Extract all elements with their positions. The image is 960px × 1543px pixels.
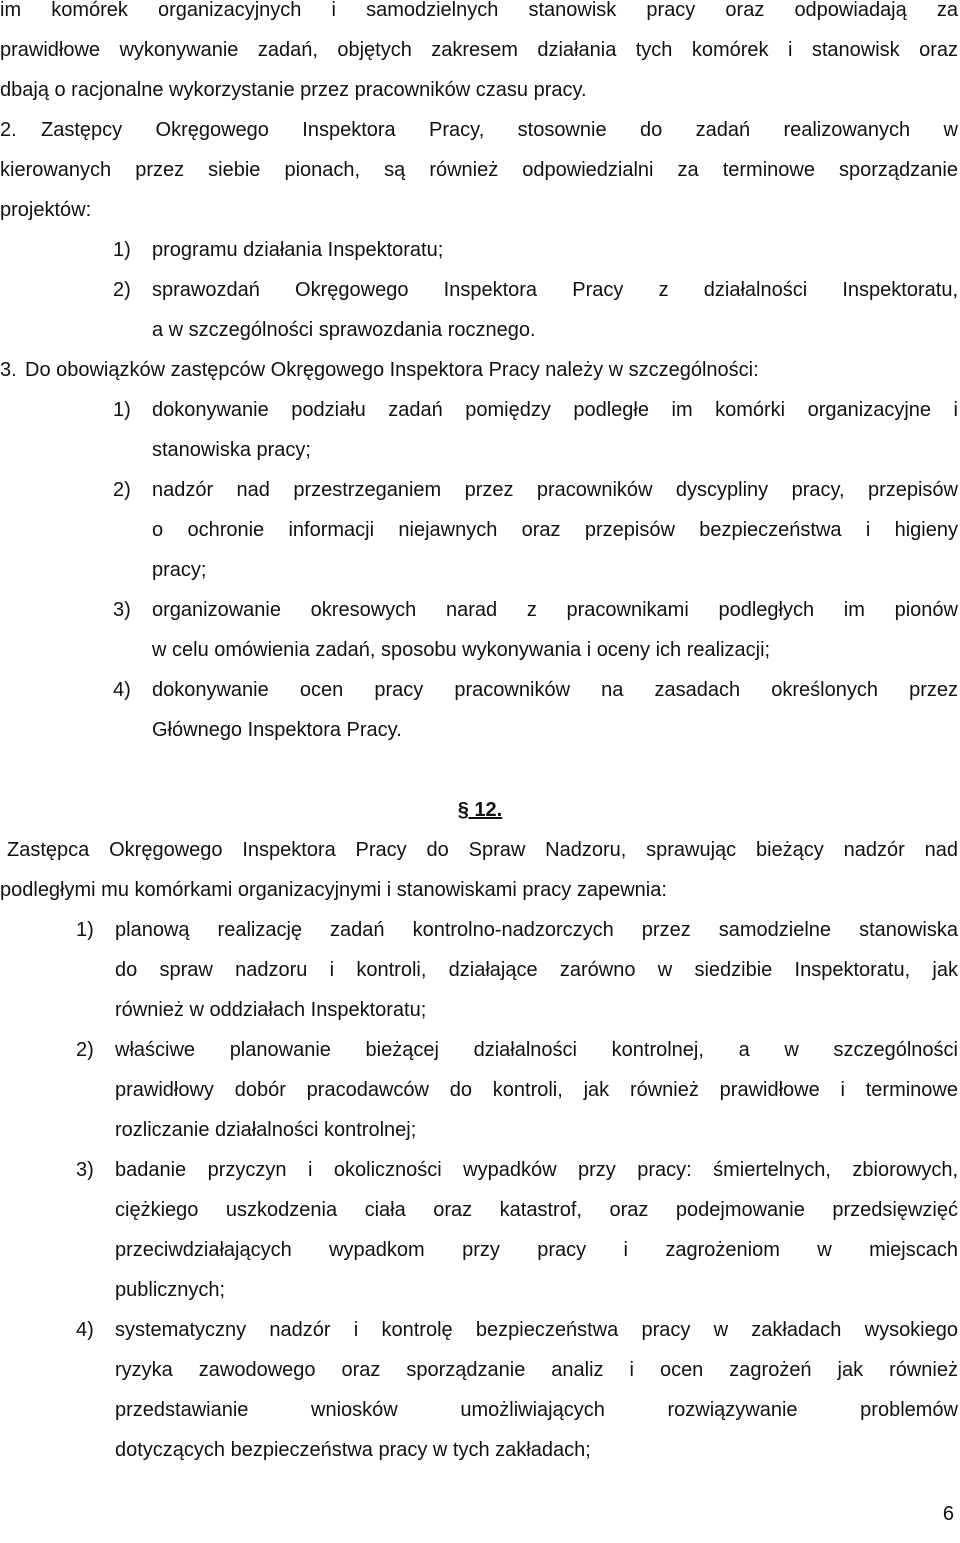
- list-item-line: właściwe planowanie bieżącej działalności kontrolnej, a w szczególności: [115, 1039, 958, 1061]
- list-item-number: 1): [113, 239, 131, 261]
- list-item-line: systematyczny nadzór i kontrolę bezpieczeństwa pracy w zakładach wysokiego: [115, 1319, 958, 1341]
- list-item-line: dokonywanie ocen pracy pracowników na zasadach określonych przez: [152, 679, 958, 701]
- list-item-line: sprawozdań Okręgowego Inspektora Pracy z działalności Inspektoratu,: [152, 279, 958, 301]
- list-item-line: organizowanie okresowych narad z pracownikami podległych im pionów: [152, 599, 958, 621]
- intro-line: im komórek organizacyjnych i samodzielnych stanowisk pracy oraz odpowiadają za: [0, 0, 958, 21]
- list-item-line: ciężkiego uszkodzenia ciała oraz katastrof, oraz podejmowanie przedsięwzięć: [115, 1199, 958, 1221]
- section-line: Zastępca Okręgowego Inspektora Pracy do Spraw Nadzoru, sprawując bieżący nadzór nad: [7, 839, 958, 861]
- list-item-number: 1): [113, 399, 131, 421]
- list-item-number: 4): [113, 679, 131, 701]
- list-item-line: a w szczególności sprawozdania rocznego.: [152, 319, 536, 341]
- paragraph-line: Do obowiązków zastępców Okręgowego Inspektora Pracy należy w szczególności:: [25, 359, 759, 381]
- list-item-line: przedstawianie wniosków umożliwiających rozwiązywanie problemów: [115, 1399, 958, 1421]
- list-item-line: publicznych;: [115, 1279, 226, 1301]
- list-item-number: 2): [76, 1039, 94, 1061]
- list-item-line: ryzyka zawodowego oraz sporządzanie analiz i ocen zagrożeń jak również: [115, 1359, 958, 1381]
- list-item-line: pracy;: [152, 559, 207, 581]
- intro-line: prawidłowe wykonywanie zadań, objętych zakresem działania tych komórek i stanowisk oraz: [0, 39, 958, 61]
- list-item-line: rozliczanie działalności kontrolnej;: [115, 1119, 417, 1141]
- list-item-line: planową realizację zadań kontrolno-nadzorczych przez samodzielne stanowiska: [115, 919, 958, 941]
- list-item-number: 2): [113, 279, 131, 301]
- list-item-line: dokonywanie podziału zadań pomiędzy podległe im komórki organizacyjne i: [152, 399, 958, 421]
- list-item-number: 3): [113, 599, 131, 621]
- list-item-line: w celu omówienia zadań, sposobu wykonywania i oceny ich realizacji;: [152, 639, 771, 661]
- page-number: 6: [942, 1503, 954, 1525]
- list-item-number: 1): [76, 919, 94, 941]
- list-item-line: stanowiska pracy;: [152, 439, 311, 461]
- paragraph-line: projektów:: [0, 199, 92, 221]
- paragraph-number: 2.: [0, 119, 17, 141]
- list-item-line: prawidłowy dobór pracodawców do kontroli, jak również prawidłowe i terminowe: [115, 1079, 958, 1101]
- list-item-line: badanie przyczyn i okoliczności wypadków przy pracy: śmiertelnych, zbiorowych,: [115, 1159, 958, 1181]
- list-item-line: również w oddziałach Inspektoratu;: [115, 999, 427, 1021]
- list-item-line: przeciwdziałających wypadkom przy pracy i zagrożeniom w miejscach: [115, 1239, 958, 1261]
- list-item-number: 3): [76, 1159, 94, 1181]
- section-heading: § 12.: [457, 799, 503, 821]
- list-item-line: nadzór nad przestrzeganiem przez pracowników dyscypliny pracy, przepisów: [152, 479, 958, 501]
- paragraph-number: 3.: [0, 359, 17, 381]
- list-item-line: Głównego Inspektora Pracy.: [152, 719, 402, 741]
- paragraph-line: Zastępcy Okręgowego Inspektora Pracy, stosownie do zadań realizowanych w: [41, 119, 958, 141]
- intro-line: dbają o racjonalne wykorzystanie przez pracowników czasu pracy.: [0, 79, 587, 101]
- paragraph-line: kierowanych przez siebie pionach, są również odpowiedzialni za terminowe sporządzanie: [0, 159, 958, 181]
- list-item-line: dotyczących bezpieczeństwa pracy w tych zakładach;: [115, 1439, 591, 1461]
- list-item-line: programu działania Inspektoratu;: [152, 239, 444, 261]
- list-item-number: 2): [113, 479, 131, 501]
- list-item-line: do spraw nadzoru i kontroli, działające zarówno w siedzibie Inspektoratu, jak: [115, 959, 958, 981]
- section-line: podległymi mu komórkami organizacyjnymi i stanowiskami pracy zapewnia:: [0, 879, 667, 901]
- list-item-line: o ochronie informacji niejawnych oraz przepisów bezpieczeństwa i higieny: [152, 519, 958, 541]
- list-item-number: 4): [76, 1319, 94, 1341]
